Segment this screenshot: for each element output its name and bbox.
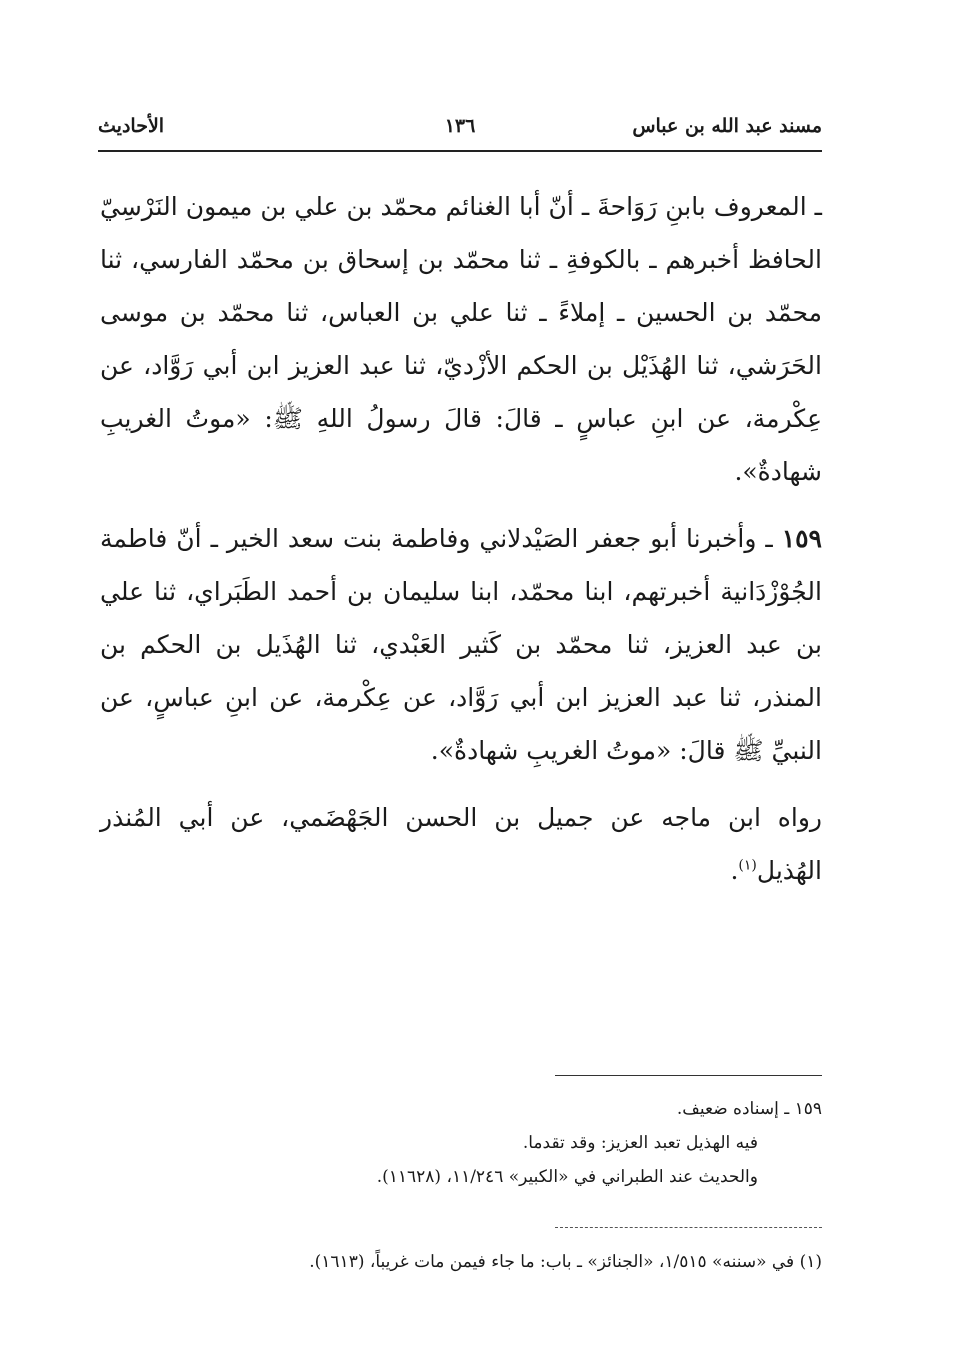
paragraph-isnad: ـ المعروف بابنِ رَوَاحةَ ـ أنّ أبا الغنائم محمّد بن علي بن ميمون النَرْسِيّ الحافظ أخبرهم ـ بالكوفةِ ـ ثنا محمّد بن إسحاق بن محمّد الفارسي، ثنا محمّد بن الحسين ـ إملاءً ـ ثنا علي بن العباس، ثنا محمّد بن موسى الحَرَشي، ثنا الهُذَيْل بن الحكم الأزْديّ، ثنا عبد العزيز ابن أبي رَوَّاد، عن عِكْرمة، عن ابنِ عباسٍ ـ قالَ: قالَ رسولُ اللهِ ﷺ: «موتُ الغريبِ شهادةٌ». xyxy=(100,192,822,486)
notes-separator xyxy=(555,1075,822,1076)
paragraph-takhrij xyxy=(100,791,822,897)
paragraph-hadith-159 xyxy=(100,512,822,777)
main-text xyxy=(100,180,822,911)
editor-notes xyxy=(180,1092,822,1194)
page-header xyxy=(98,115,822,151)
note-line-2: فيه الهذيل تعبد العزيز: وقد تقدما. xyxy=(522,1133,758,1153)
page-number: ١٣٦ xyxy=(444,115,476,137)
note-line-3: والحديث عند الطبراني في «الكبير» ١١/٢٤٦، (١١٦٢٨). xyxy=(376,1167,758,1187)
note-line-1: ١٥٩ ـ إسناده ضعيف. xyxy=(676,1099,822,1119)
hadith-number: ١٥٩ xyxy=(781,524,822,553)
section-title: الأحاديث xyxy=(98,115,165,137)
takhrij-text: رواه ابن ماجه عن جميل بن الحسن الجَهْضَمي، عن أبي المُنذر الهُذيل xyxy=(100,803,822,885)
takhrij-end: . xyxy=(730,856,739,885)
hadith-text: ـ وأخبرنا أبو جعفر الصَيْدلاني وفاطمة بنت سعد الخير ـ أنّ فاطمة الجُوْزْدَانية أخبرتهم، ابنا محمّد، ابنا سليمان بن أحمد الطَبَراي، ثنا علي بن عبد العزيز، ثنا محمّد بن كَثير العَبْدي، ثنا الهُذَيل بن الحكم بن المنذر، ثنا عبد العزيز ابن أبي رَوَّاد، عن عِكْرمة، عن ابنِ عباسٍ، عن النبيِّ ﷺ قالَ: «موتُ الغريبِ شهادةٌ». xyxy=(100,524,822,765)
footnote: (١) في «سننه» ١/٥١٥، «الجنائز» ـ باب: ما جاء فيمن مات غريباً، (١٦١٣). xyxy=(309,1252,822,1272)
book-title: مسند عبد الله بن عباس xyxy=(632,115,822,137)
footnote-separator xyxy=(555,1227,822,1228)
footnote-reference: (١) xyxy=(738,857,757,874)
header-rule xyxy=(98,150,822,152)
